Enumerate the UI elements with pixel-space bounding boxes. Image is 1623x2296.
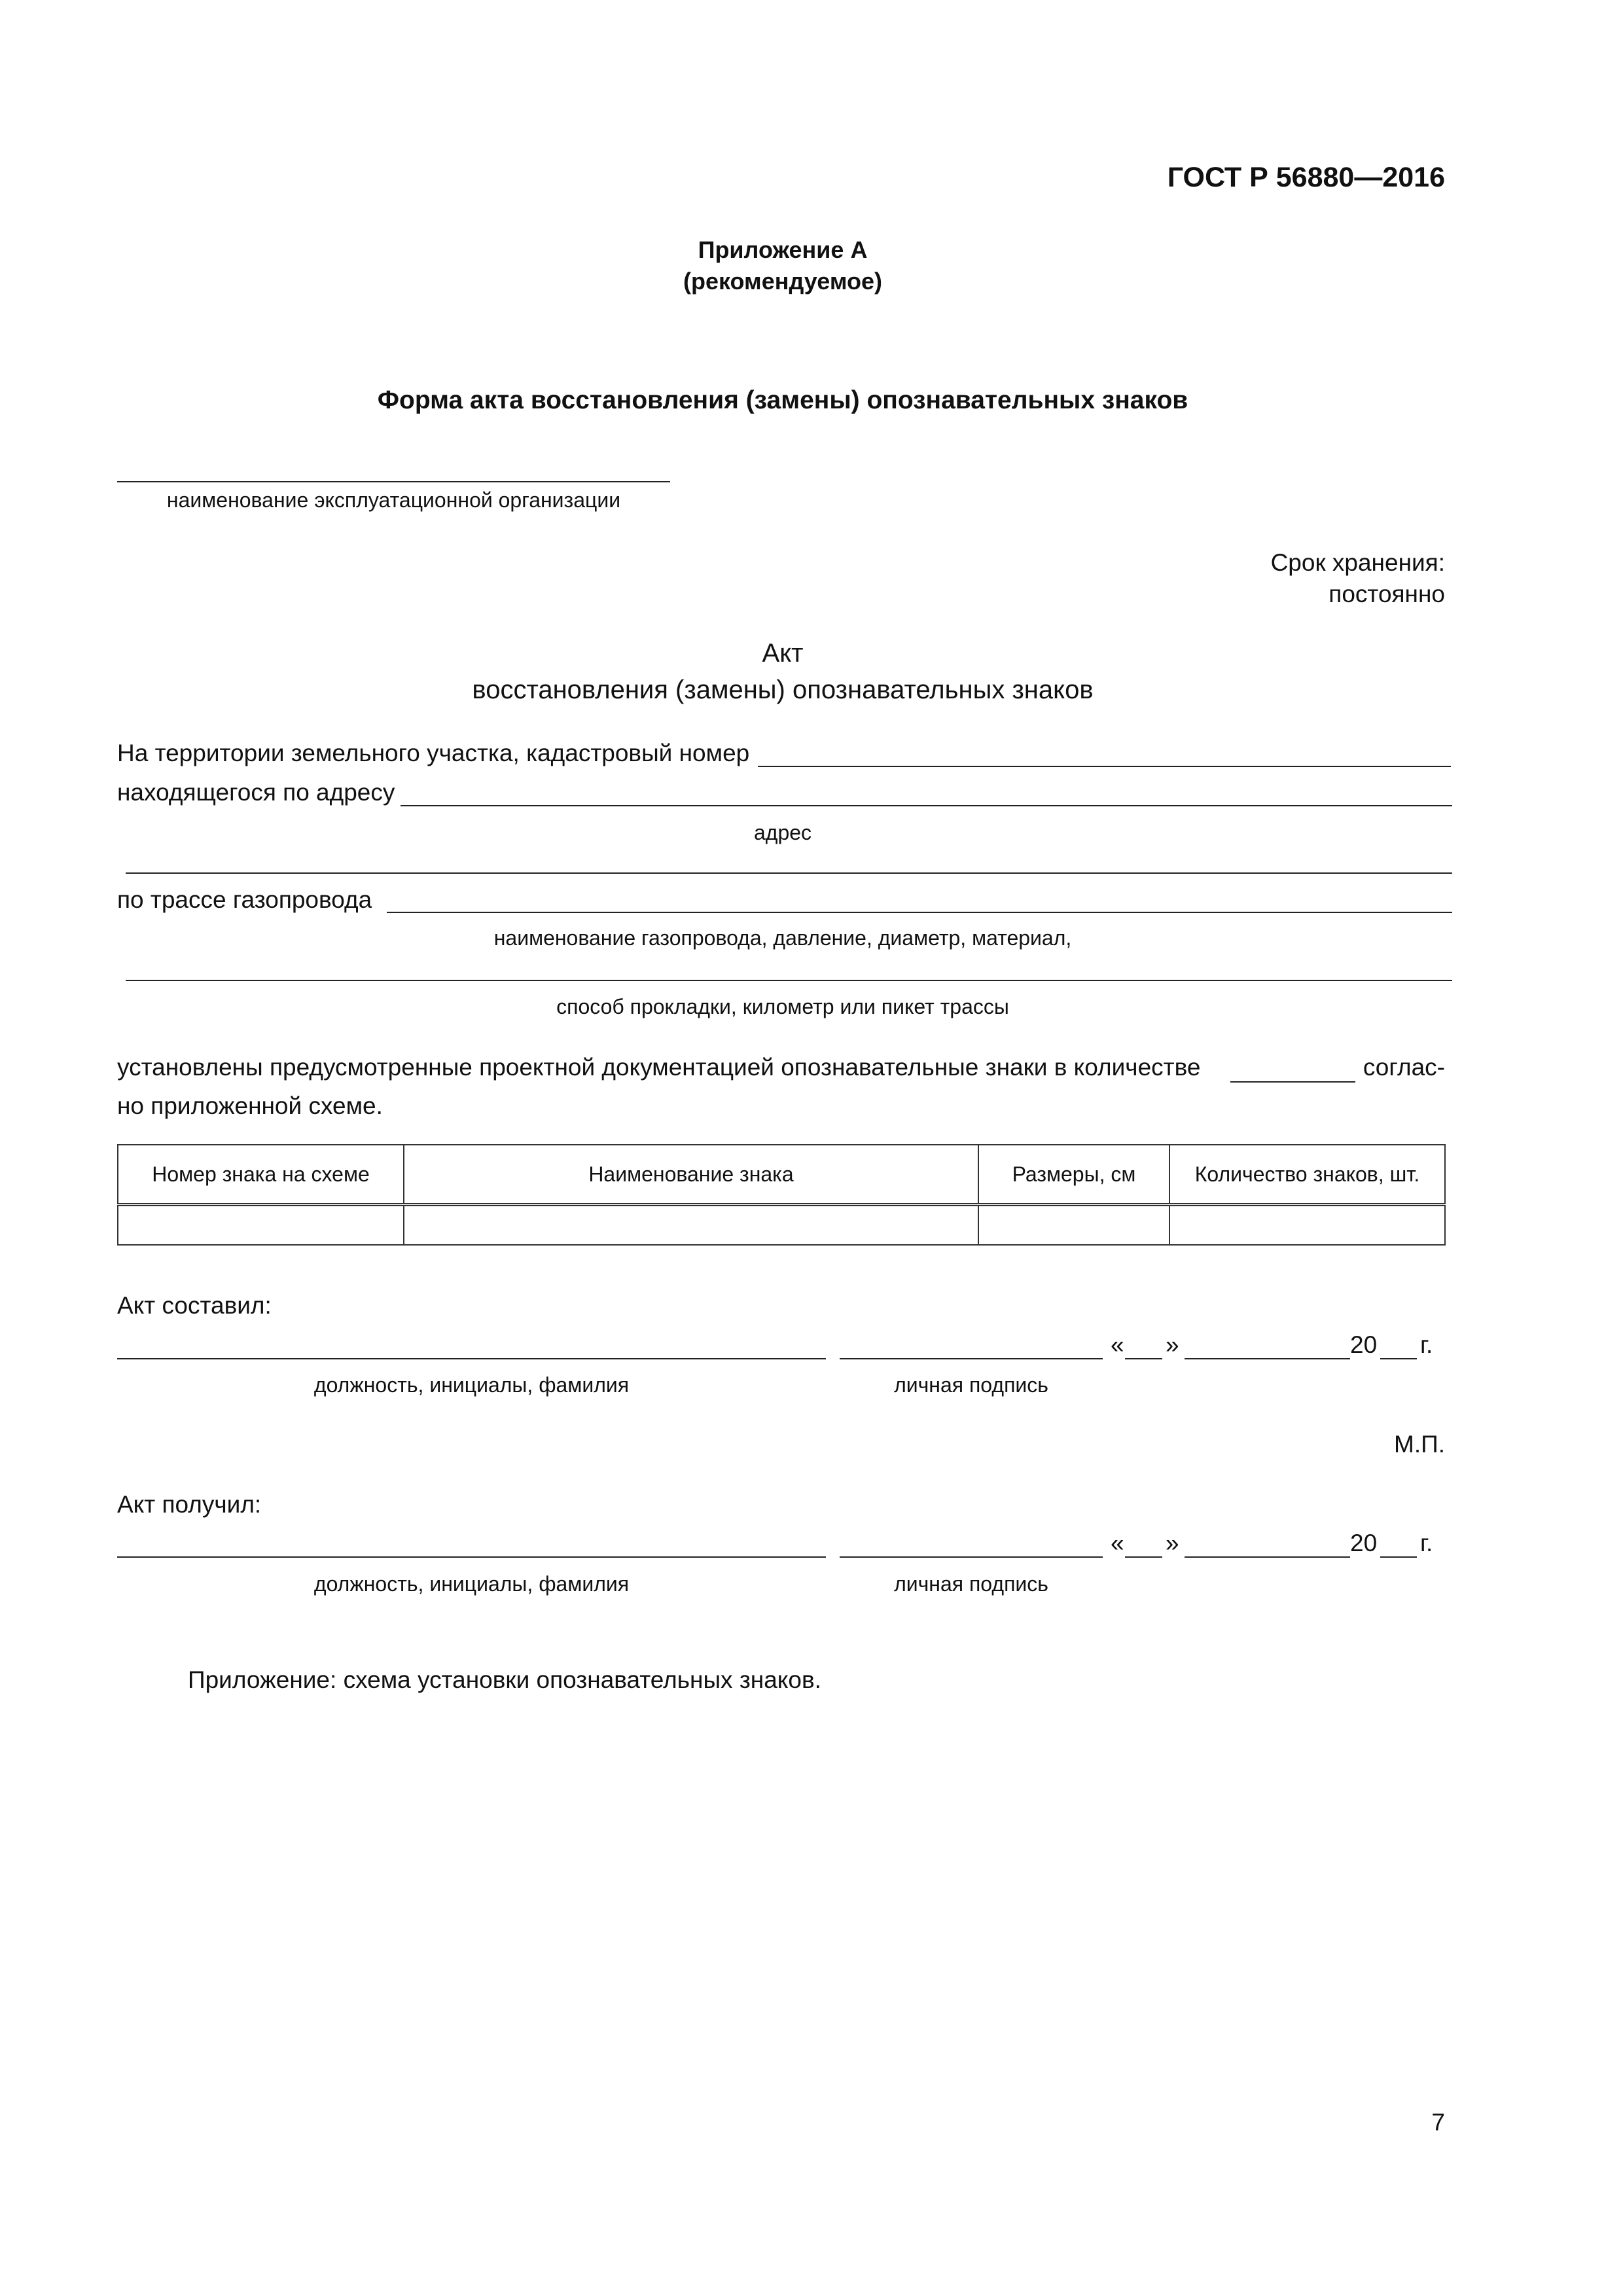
date-quote-open: « — [1111, 1530, 1124, 1556]
sign-count-field[interactable] — [1230, 1081, 1355, 1083]
seal-place: М.П. — [1394, 1431, 1445, 1458]
position-caption: должность, инициалы, фамилия — [313, 1373, 630, 1397]
table-header-cell: Наименование знака — [404, 1145, 978, 1205]
composer-month-field[interactable] — [1185, 1358, 1350, 1359]
table-header-row — [118, 1145, 1445, 1205]
form-title: Форма акта восстановления (замены) опознавательных знаков — [377, 386, 1188, 414]
document-code: ГОСТ Р 56880—2016 — [1167, 162, 1445, 193]
composer-position-field[interactable] — [117, 1358, 826, 1359]
address-field[interactable] — [401, 805, 1452, 806]
receiver-day-field[interactable] — [1125, 1556, 1162, 1558]
established-text-hyphenated: соглас- — [1363, 1054, 1445, 1081]
attachment-note: Приложение: схема установки опознавательных знаков. — [188, 1666, 821, 1693]
laying-method-field[interactable] — [126, 980, 1452, 981]
act-title — [0, 635, 1565, 708]
composer-year-field[interactable] — [1380, 1358, 1417, 1359]
page-number: 7 — [1431, 2109, 1445, 2136]
storage-value: постоянно — [1329, 581, 1445, 607]
act-title-line2: восстановления (замены) опознавательных знаков — [472, 675, 1094, 704]
org-name-line[interactable] — [117, 481, 670, 482]
table-cell[interactable] — [1169, 1205, 1445, 1246]
address-continuation-field[interactable] — [126, 872, 1452, 874]
year-prefix: 20 — [1350, 1331, 1378, 1358]
year-suffix: г. — [1420, 1331, 1433, 1358]
composer-signature-field[interactable] — [840, 1358, 1103, 1359]
established-text: установлены предусмотренные проектной документацией опознавательные знаки в количестве — [117, 1054, 1201, 1081]
table-row — [118, 1205, 1445, 1246]
date-quote-open: « — [1111, 1331, 1124, 1358]
act-composed-label: Акт составил: — [117, 1292, 272, 1319]
table-cell[interactable] — [404, 1205, 978, 1246]
storage-label: Срок хранения: — [1270, 549, 1445, 576]
pipeline-field[interactable] — [387, 912, 1452, 913]
appendix-heading — [0, 234, 1565, 297]
receiver-signature-field[interactable] — [840, 1556, 1103, 1558]
receiver-position-field[interactable] — [117, 1556, 826, 1558]
act-received-label: Акт получил: — [117, 1491, 262, 1518]
address-label: находящегося по адресу — [117, 779, 395, 806]
appendix-status: (рекомендуемое) — [683, 268, 882, 295]
composer-day-field[interactable] — [1125, 1358, 1162, 1359]
year-suffix: г. — [1420, 1530, 1433, 1556]
table-header-cell: Размеры, см — [978, 1145, 1169, 1205]
signs-table — [117, 1144, 1446, 1246]
cadastral-label: На территории земельного участка, кадастровый номер — [117, 740, 750, 766]
table-header-cell: Номер знака на схеме — [118, 1145, 404, 1205]
table-header-cell: Количество знаков, шт. — [1169, 1145, 1445, 1205]
established-text-end: но приложенной схеме. — [117, 1092, 383, 1119]
pipeline-label: по трассе газопровода — [117, 886, 372, 913]
address-caption: адрес — [753, 821, 812, 844]
org-name-caption: наименование эксплуатационной организации — [166, 488, 621, 512]
receiver-month-field[interactable] — [1185, 1556, 1350, 1558]
cadastral-number-field[interactable] — [758, 766, 1451, 767]
pipeline-caption: наименование газопровода, давление, диаметр, материал, — [493, 926, 1072, 950]
position-caption: должность, инициалы, фамилия — [313, 1572, 630, 1596]
date-quote-close: » — [1166, 1530, 1179, 1556]
signature-caption: личная подпись — [894, 1572, 1048, 1596]
year-prefix: 20 — [1350, 1530, 1378, 1556]
appendix-title: Приложение А — [698, 236, 868, 263]
date-quote-close: » — [1166, 1331, 1179, 1358]
storage-term — [1271, 547, 1445, 610]
table-cell[interactable] — [978, 1205, 1169, 1246]
laying-caption: способ прокладки, километр или пикет трассы — [556, 995, 1009, 1018]
signature-caption: личная подпись — [894, 1373, 1048, 1397]
act-title-line1: Акт — [762, 639, 804, 668]
receiver-year-field[interactable] — [1380, 1556, 1417, 1558]
table-cell[interactable] — [118, 1205, 404, 1246]
